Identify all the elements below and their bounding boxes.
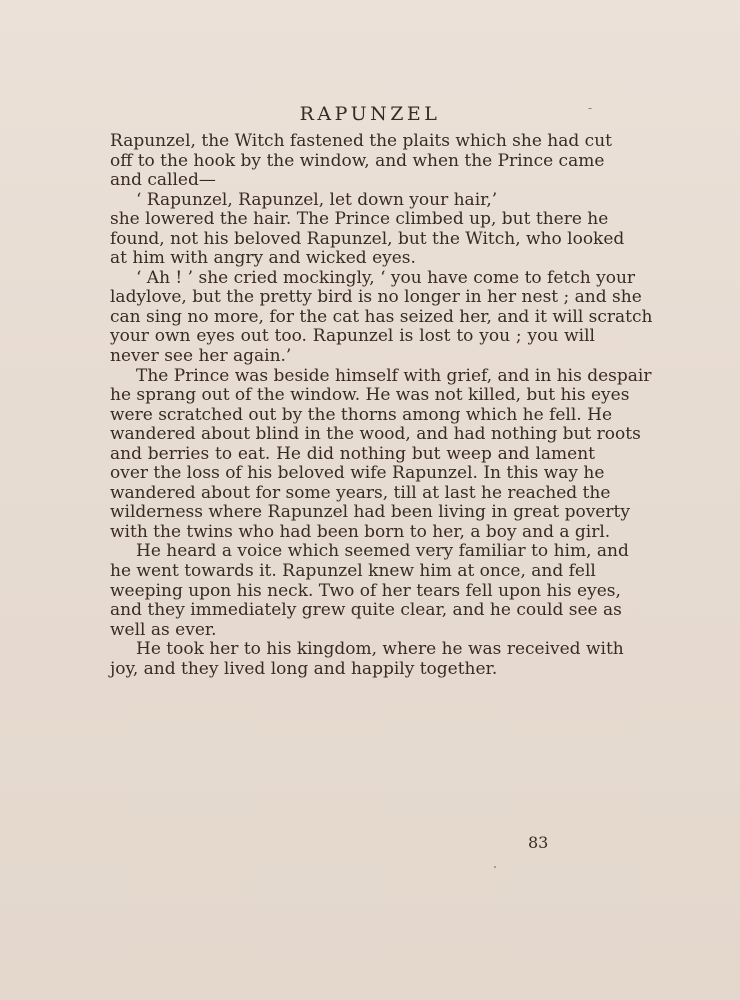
text-line: wandered about for some years, till at last he reached the bbox=[110, 482, 611, 503]
text-line: were scratched out by the thorns among which he fell. He bbox=[110, 404, 612, 425]
text-line: He heard a voice which seemed very familiar to him, and bbox=[136, 541, 629, 562]
head-mark: - bbox=[588, 101, 593, 115]
text-line: she lowered the hair. The Prince climbed up, but there he bbox=[110, 209, 609, 230]
text-line: at him with angry and wicked eyes. bbox=[110, 248, 416, 269]
page-number: 83 bbox=[528, 833, 549, 852]
paper-speck bbox=[494, 866, 496, 868]
text-line: he sprang out of the window. He was not killed, but his eyes bbox=[110, 385, 630, 406]
text-line: wilderness where Rapunzel had been living in great poverty bbox=[110, 502, 630, 523]
body-text bbox=[110, 131, 653, 679]
text-line: over the loss of his beloved wife Rapunzel. In this way he bbox=[110, 463, 605, 484]
text-line: He took her to his kingdom, where he was received with bbox=[136, 639, 624, 660]
text-line: weeping upon his neck. Two of her tears fell upon his eyes, bbox=[110, 580, 621, 601]
text-line: well as ever. bbox=[110, 619, 217, 640]
text-line: Rapunzel, the Witch fastened the plaits which she had cut bbox=[110, 131, 612, 151]
text-line: can sing no more, for the cat has seized her, and it will scratch bbox=[110, 306, 653, 327]
text-line: ladylove, but the pretty bird is no longer in her nest ; and she bbox=[110, 287, 642, 308]
text-line: and berries to eat. He did nothing but weep and lament bbox=[110, 443, 595, 464]
text-line: The Prince was beside himself with grief, and in his despair bbox=[136, 365, 652, 386]
text-line: with the twins who had been born to her, a boy and a girl. bbox=[110, 521, 611, 542]
running-head: RAPUNZEL bbox=[299, 103, 441, 125]
text-line: he went towards it. Rapunzel knew him at once, and fell bbox=[110, 561, 596, 582]
text-line: your own eyes out too. Rapunzel is lost to you ; you will bbox=[110, 326, 595, 347]
text-line: and they immediately grew quite clear, and he could see as bbox=[110, 600, 622, 621]
text-line: ‘ Ah ! ’ she cried mockingly, ‘ you have come to fetch your bbox=[136, 267, 636, 288]
text-line: found, not his beloved Rapunzel, but the Witch, who looked bbox=[110, 228, 625, 249]
text-line: and called— bbox=[110, 170, 216, 191]
text-line: never see her again.’ bbox=[110, 346, 292, 367]
verse-line: ‘ Rapunzel, Rapunzel, let down your hair,’ bbox=[136, 189, 498, 210]
text-line: joy, and they lived long and happily together. bbox=[110, 658, 498, 679]
text-line: wandered about blind in the wood, and had nothing but roots bbox=[110, 424, 641, 445]
text-line: off to the hook by the window, and when the Prince came bbox=[110, 150, 605, 171]
